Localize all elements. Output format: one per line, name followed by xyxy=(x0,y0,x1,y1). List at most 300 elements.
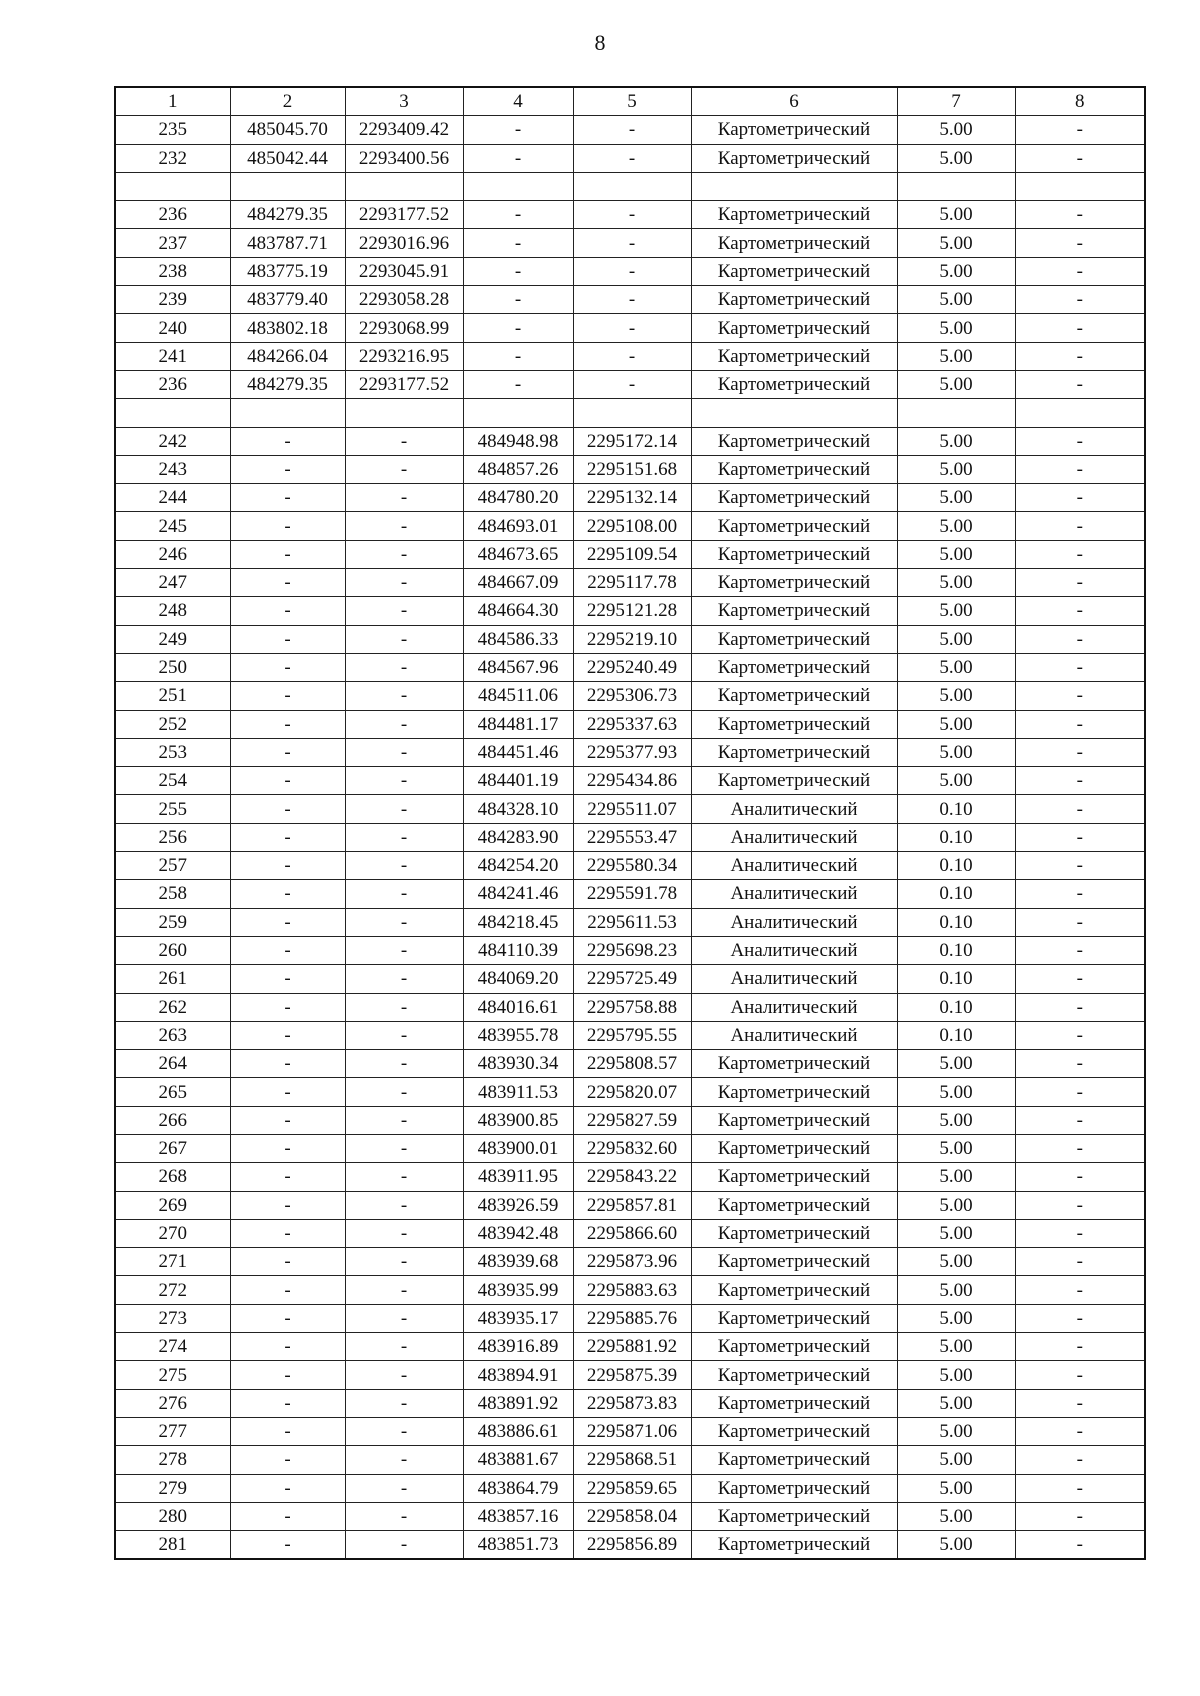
table-cell: 232 xyxy=(115,144,230,172)
table-cell: - xyxy=(345,512,463,540)
table-cell: Картометрический xyxy=(691,1106,897,1134)
table-cell: - xyxy=(345,653,463,681)
column-header: 5 xyxy=(573,87,691,116)
table-cell: - xyxy=(230,965,345,993)
table-cell xyxy=(463,172,573,200)
table-cell: - xyxy=(1015,144,1145,172)
table-cell: 2295827.59 xyxy=(573,1106,691,1134)
table-cell: 5.00 xyxy=(897,767,1015,795)
table-cell: 5.00 xyxy=(897,201,1015,229)
table-cell: - xyxy=(1015,936,1145,964)
table-cell: - xyxy=(230,1304,345,1332)
table-cell: - xyxy=(345,682,463,710)
table-cell: - xyxy=(230,1446,345,1474)
table-cell: 483864.79 xyxy=(463,1474,573,1502)
table-cell: - xyxy=(345,484,463,512)
table-cell: - xyxy=(230,1106,345,1134)
table-cell: 483851.73 xyxy=(463,1531,573,1560)
table-cell: 5.00 xyxy=(897,1531,1015,1560)
table-cell: 259 xyxy=(115,908,230,936)
table-cell: 267 xyxy=(115,1134,230,1162)
table-cell: - xyxy=(1015,257,1145,285)
table-cell: 278 xyxy=(115,1446,230,1474)
table-cell: 237 xyxy=(115,229,230,257)
table-cell: 2295219.10 xyxy=(573,625,691,653)
column-header: 2 xyxy=(230,87,345,116)
table-cell: - xyxy=(345,625,463,653)
table-cell: - xyxy=(230,1191,345,1219)
table-cell: 2295871.06 xyxy=(573,1417,691,1445)
table-cell: Картометрический xyxy=(691,484,897,512)
table-cell: - xyxy=(1015,1531,1145,1560)
table-row xyxy=(115,1078,1145,1106)
page-number: 8 xyxy=(594,30,606,55)
table-row xyxy=(115,993,1145,1021)
table-cell: 2293058.28 xyxy=(345,286,463,314)
table-cell: 235 xyxy=(115,116,230,144)
table-cell: - xyxy=(345,908,463,936)
table-cell: - xyxy=(230,1389,345,1417)
column-header: 4 xyxy=(463,87,573,116)
table-cell: 2295832.60 xyxy=(573,1134,691,1162)
table-cell xyxy=(1015,172,1145,200)
table-cell: 2295881.92 xyxy=(573,1333,691,1361)
table-cell: - xyxy=(1015,682,1145,710)
table-cell: - xyxy=(230,569,345,597)
table-cell: - xyxy=(1015,880,1145,908)
table-cell: 483916.89 xyxy=(463,1333,573,1361)
table-row xyxy=(115,767,1145,795)
table-cell: 0.10 xyxy=(897,823,1015,851)
table-cell: Картометрический xyxy=(691,597,897,625)
table-cell: 483802.18 xyxy=(230,314,345,342)
table-cell: 483779.40 xyxy=(230,286,345,314)
table-row xyxy=(115,342,1145,370)
table-cell: - xyxy=(463,314,573,342)
table-cell: - xyxy=(1015,286,1145,314)
table-cell: - xyxy=(230,597,345,625)
table-cell: - xyxy=(1015,455,1145,483)
table-cell: 484266.04 xyxy=(230,342,345,370)
table-cell: 5.00 xyxy=(897,1191,1015,1219)
table-cell: - xyxy=(345,455,463,483)
table-cell: Картометрический xyxy=(691,512,897,540)
table-cell: - xyxy=(345,427,463,455)
table-cell: 2295132.14 xyxy=(573,484,691,512)
table-cell: - xyxy=(1015,229,1145,257)
table-cell xyxy=(115,172,230,200)
table-row xyxy=(115,1417,1145,1445)
table-cell: 483926.59 xyxy=(463,1191,573,1219)
table-cell: 2295121.28 xyxy=(573,597,691,625)
table-cell: 5.00 xyxy=(897,1333,1015,1361)
table-cell: 5.00 xyxy=(897,257,1015,285)
table-cell: 5.00 xyxy=(897,540,1015,568)
table-cell: - xyxy=(345,823,463,851)
table-cell: - xyxy=(345,795,463,823)
table-cell: - xyxy=(1015,1050,1145,1078)
table-row xyxy=(115,569,1145,597)
table-cell: 5.00 xyxy=(897,1389,1015,1417)
table-cell: - xyxy=(1015,512,1145,540)
table-cell: 256 xyxy=(115,823,230,851)
table-cell: 2293177.52 xyxy=(345,370,463,398)
table-cell: - xyxy=(1015,823,1145,851)
table-row xyxy=(115,1021,1145,1049)
table-cell: Картометрический xyxy=(691,1361,897,1389)
table-cell: 238 xyxy=(115,257,230,285)
table-cell: Картометрический xyxy=(691,1191,897,1219)
table-cell: Картометрический xyxy=(691,682,897,710)
table-cell: 5.00 xyxy=(897,1446,1015,1474)
table-row xyxy=(115,880,1145,908)
table-cell: - xyxy=(1015,852,1145,880)
table-cell: - xyxy=(1015,597,1145,625)
table-cell: Картометрический xyxy=(691,653,897,681)
table-row xyxy=(115,1050,1145,1078)
table-cell: 484069.20 xyxy=(463,965,573,993)
table-cell: - xyxy=(345,993,463,1021)
table-cell: 248 xyxy=(115,597,230,625)
table-cell: - xyxy=(1015,710,1145,738)
table-cell: 2295580.34 xyxy=(573,852,691,880)
table-cell: 5.00 xyxy=(897,1078,1015,1106)
table-cell: - xyxy=(1015,116,1145,144)
table-cell: - xyxy=(1015,1446,1145,1474)
table-cell: 483881.67 xyxy=(463,1446,573,1474)
table-cell: 2295117.78 xyxy=(573,569,691,597)
table-cell: 280 xyxy=(115,1502,230,1530)
table-cell: - xyxy=(230,682,345,710)
table-cell: 5.00 xyxy=(897,1304,1015,1332)
table-row xyxy=(115,936,1145,964)
table-cell: 484586.33 xyxy=(463,625,573,653)
table-cell: - xyxy=(463,342,573,370)
table-cell: 5.00 xyxy=(897,1474,1015,1502)
table-cell: 250 xyxy=(115,653,230,681)
table-cell xyxy=(345,172,463,200)
table-cell: - xyxy=(1015,1389,1145,1417)
table-cell: 483935.99 xyxy=(463,1276,573,1304)
table-cell: 258 xyxy=(115,880,230,908)
table-cell: - xyxy=(230,1474,345,1502)
table-cell: 483857.16 xyxy=(463,1502,573,1530)
table-cell: - xyxy=(345,1021,463,1049)
table-row xyxy=(115,257,1145,285)
table-cell: - xyxy=(1015,965,1145,993)
table-cell: 5.00 xyxy=(897,682,1015,710)
table-cell: 484673.65 xyxy=(463,540,573,568)
column-header: 8 xyxy=(1015,87,1145,116)
table-cell: 484218.45 xyxy=(463,908,573,936)
table-row xyxy=(115,144,1145,172)
table-row xyxy=(115,201,1145,229)
table-cell: - xyxy=(1015,1502,1145,1530)
table-cell: 244 xyxy=(115,484,230,512)
table-cell: 263 xyxy=(115,1021,230,1049)
table-row xyxy=(115,852,1145,880)
table-body xyxy=(115,116,1145,1560)
table-cell: - xyxy=(345,1304,463,1332)
table-cell: - xyxy=(345,965,463,993)
table-cell: - xyxy=(1015,342,1145,370)
table-row xyxy=(115,1276,1145,1304)
table-cell: Картометрический xyxy=(691,1446,897,1474)
table-cell: 2295875.39 xyxy=(573,1361,691,1389)
table-cell xyxy=(897,172,1015,200)
table-cell: - xyxy=(1015,427,1145,455)
table-cell: 483787.71 xyxy=(230,229,345,257)
table-cell: - xyxy=(1015,653,1145,681)
table-cell: 5.00 xyxy=(897,1361,1015,1389)
table-cell: - xyxy=(345,1531,463,1560)
table-cell: 483900.01 xyxy=(463,1134,573,1162)
table-cell: Картометрический xyxy=(691,1078,897,1106)
table-cell: - xyxy=(230,512,345,540)
table-cell: 484481.17 xyxy=(463,710,573,738)
table-cell: - xyxy=(1015,1191,1145,1219)
table-cell: - xyxy=(230,1417,345,1445)
table-cell: - xyxy=(230,1502,345,1530)
table-cell: - xyxy=(573,201,691,229)
table-cell: - xyxy=(463,229,573,257)
table-cell: - xyxy=(573,229,691,257)
table-cell: 484279.35 xyxy=(230,201,345,229)
table-cell: 5.00 xyxy=(897,1134,1015,1162)
table-row xyxy=(115,229,1145,257)
table-cell: 0.10 xyxy=(897,852,1015,880)
table-cell: 252 xyxy=(115,710,230,738)
table-cell: 236 xyxy=(115,370,230,398)
table-row xyxy=(115,1248,1145,1276)
table-cell: Картометрический xyxy=(691,569,897,597)
table-cell: - xyxy=(345,738,463,766)
table-cell: 245 xyxy=(115,512,230,540)
table-cell: 265 xyxy=(115,1078,230,1106)
table-cell: 2293045.91 xyxy=(345,257,463,285)
table-cell: - xyxy=(573,314,691,342)
table-row xyxy=(115,286,1145,314)
table-cell: 2293016.96 xyxy=(345,229,463,257)
table-cell: 242 xyxy=(115,427,230,455)
table-cell: Картометрический xyxy=(691,1248,897,1276)
table-cell xyxy=(230,172,345,200)
table-cell: 5.00 xyxy=(897,314,1015,342)
table-cell: 0.10 xyxy=(897,908,1015,936)
table-cell: 274 xyxy=(115,1333,230,1361)
table-row xyxy=(115,653,1145,681)
table-cell: 2295553.47 xyxy=(573,823,691,851)
table-cell: 484780.20 xyxy=(463,484,573,512)
table-cell: 5.00 xyxy=(897,229,1015,257)
table-cell: - xyxy=(1015,201,1145,229)
table-row xyxy=(115,399,1145,427)
table-cell: 5.00 xyxy=(897,144,1015,172)
table-cell: 2295725.49 xyxy=(573,965,691,993)
table-cell: 243 xyxy=(115,455,230,483)
table-cell: - xyxy=(345,1417,463,1445)
table-row xyxy=(115,710,1145,738)
table-cell: - xyxy=(345,1276,463,1304)
table-row xyxy=(115,1502,1145,1530)
table-cell: - xyxy=(463,257,573,285)
table-cell: 5.00 xyxy=(897,286,1015,314)
table-cell: 5.00 xyxy=(897,653,1015,681)
table-cell: - xyxy=(1015,1333,1145,1361)
table-cell: 260 xyxy=(115,936,230,964)
table-cell: - xyxy=(345,1191,463,1219)
table-row xyxy=(115,1134,1145,1162)
table-cell: - xyxy=(1015,484,1145,512)
table-cell: - xyxy=(573,286,691,314)
table-cell: 485042.44 xyxy=(230,144,345,172)
table-cell: 2295843.22 xyxy=(573,1163,691,1191)
table-cell: - xyxy=(345,936,463,964)
table-cell: 0.10 xyxy=(897,795,1015,823)
table-cell: Картометрический xyxy=(691,1333,897,1361)
table-cell: 483775.19 xyxy=(230,257,345,285)
table-cell: - xyxy=(230,880,345,908)
table-cell: 2295109.54 xyxy=(573,540,691,568)
table-cell: Картометрический xyxy=(691,625,897,653)
table-cell: - xyxy=(230,1219,345,1247)
table-cell: 5.00 xyxy=(897,597,1015,625)
table-cell: - xyxy=(1015,569,1145,597)
table-cell: 2295611.53 xyxy=(573,908,691,936)
table-cell: 241 xyxy=(115,342,230,370)
table-cell: - xyxy=(1015,540,1145,568)
table-cell: Картометрический xyxy=(691,1474,897,1502)
table-cell: Аналитический xyxy=(691,880,897,908)
table-row xyxy=(115,1106,1145,1134)
table-cell: 483891.92 xyxy=(463,1389,573,1417)
table-cell: - xyxy=(345,1106,463,1134)
table-cell: Картометрический xyxy=(691,1389,897,1417)
table-cell: 5.00 xyxy=(897,710,1015,738)
table-cell: 249 xyxy=(115,625,230,653)
table-cell: - xyxy=(230,1333,345,1361)
table-row xyxy=(115,1361,1145,1389)
table-cell: 5.00 xyxy=(897,1163,1015,1191)
table-cell: 2295108.00 xyxy=(573,512,691,540)
table-cell: 484667.09 xyxy=(463,569,573,597)
table-cell: - xyxy=(1015,1219,1145,1247)
column-header: 3 xyxy=(345,87,463,116)
table-cell: 0.10 xyxy=(897,965,1015,993)
table-cell: 2295858.04 xyxy=(573,1502,691,1530)
table-cell: - xyxy=(230,710,345,738)
table-cell: Картометрический xyxy=(691,116,897,144)
table-cell: Картометрический xyxy=(691,1219,897,1247)
table-cell: - xyxy=(1015,1021,1145,1049)
table-row xyxy=(115,455,1145,483)
table-cell: 483930.34 xyxy=(463,1050,573,1078)
table-cell: - xyxy=(573,257,691,285)
table-cell: 2295377.93 xyxy=(573,738,691,766)
table-cell: 0.10 xyxy=(897,1021,1015,1049)
table-cell: 484451.46 xyxy=(463,738,573,766)
table-header-row xyxy=(115,87,1145,116)
table-cell: Картометрический xyxy=(691,540,897,568)
table-row xyxy=(115,540,1145,568)
table-cell: 2295698.23 xyxy=(573,936,691,964)
table-cell: - xyxy=(230,738,345,766)
table-cell: Картометрический xyxy=(691,1502,897,1530)
table-cell: - xyxy=(230,1050,345,1078)
table-cell: Аналитический xyxy=(691,795,897,823)
table-cell: - xyxy=(345,1389,463,1417)
table-cell: 5.00 xyxy=(897,342,1015,370)
table-cell: 5.00 xyxy=(897,1248,1015,1276)
table-cell: 2295873.83 xyxy=(573,1389,691,1417)
table-cell: 257 xyxy=(115,852,230,880)
table-cell: 5.00 xyxy=(897,1050,1015,1078)
table-cell: 483886.61 xyxy=(463,1417,573,1445)
table-cell: 2293409.42 xyxy=(345,116,463,144)
table-cell: 2295808.57 xyxy=(573,1050,691,1078)
table-cell: 484857.26 xyxy=(463,455,573,483)
table-cell: - xyxy=(230,1078,345,1106)
table-cell: Картометрический xyxy=(691,767,897,795)
table-cell: - xyxy=(1015,314,1145,342)
table-cell: - xyxy=(345,767,463,795)
table-cell: Картометрический xyxy=(691,1134,897,1162)
table-cell: 5.00 xyxy=(897,116,1015,144)
table-cell: 483894.91 xyxy=(463,1361,573,1389)
table-cell: - xyxy=(230,1276,345,1304)
table-cell: Картометрический xyxy=(691,1050,897,1078)
table-cell: - xyxy=(345,1446,463,1474)
table-cell: - xyxy=(230,852,345,880)
table-cell: 2295337.63 xyxy=(573,710,691,738)
table-cell: 484016.61 xyxy=(463,993,573,1021)
table-cell xyxy=(573,172,691,200)
table-cell xyxy=(345,399,463,427)
column-header: 6 xyxy=(691,87,897,116)
table-cell: - xyxy=(345,569,463,597)
table-row xyxy=(115,738,1145,766)
table-cell: 483942.48 xyxy=(463,1219,573,1247)
table-row xyxy=(115,795,1145,823)
table-cell: 485045.70 xyxy=(230,116,345,144)
table-cell: - xyxy=(1015,767,1145,795)
table-cell: 255 xyxy=(115,795,230,823)
table-cell: - xyxy=(230,1248,345,1276)
table-cell: - xyxy=(230,427,345,455)
table-cell: 2295591.78 xyxy=(573,880,691,908)
coordinates-table xyxy=(114,86,1146,1560)
table-cell: 236 xyxy=(115,201,230,229)
table-row xyxy=(115,1446,1145,1474)
table-cell: 269 xyxy=(115,1191,230,1219)
table-cell: 2295758.88 xyxy=(573,993,691,1021)
table-row xyxy=(115,682,1145,710)
table-row xyxy=(115,370,1145,398)
table-cell: - xyxy=(230,1531,345,1560)
table-cell: - xyxy=(345,1050,463,1078)
table-cell: - xyxy=(345,1333,463,1361)
table-cell: Аналитический xyxy=(691,852,897,880)
table-cell: 5.00 xyxy=(897,569,1015,597)
table-row xyxy=(115,484,1145,512)
table-cell: 2295795.55 xyxy=(573,1021,691,1049)
table-cell: 2295866.60 xyxy=(573,1219,691,1247)
table-cell xyxy=(230,399,345,427)
table-cell: 2295868.51 xyxy=(573,1446,691,1474)
table-cell: Аналитический xyxy=(691,908,897,936)
table-cell: 2293400.56 xyxy=(345,144,463,172)
table-cell: 266 xyxy=(115,1106,230,1134)
